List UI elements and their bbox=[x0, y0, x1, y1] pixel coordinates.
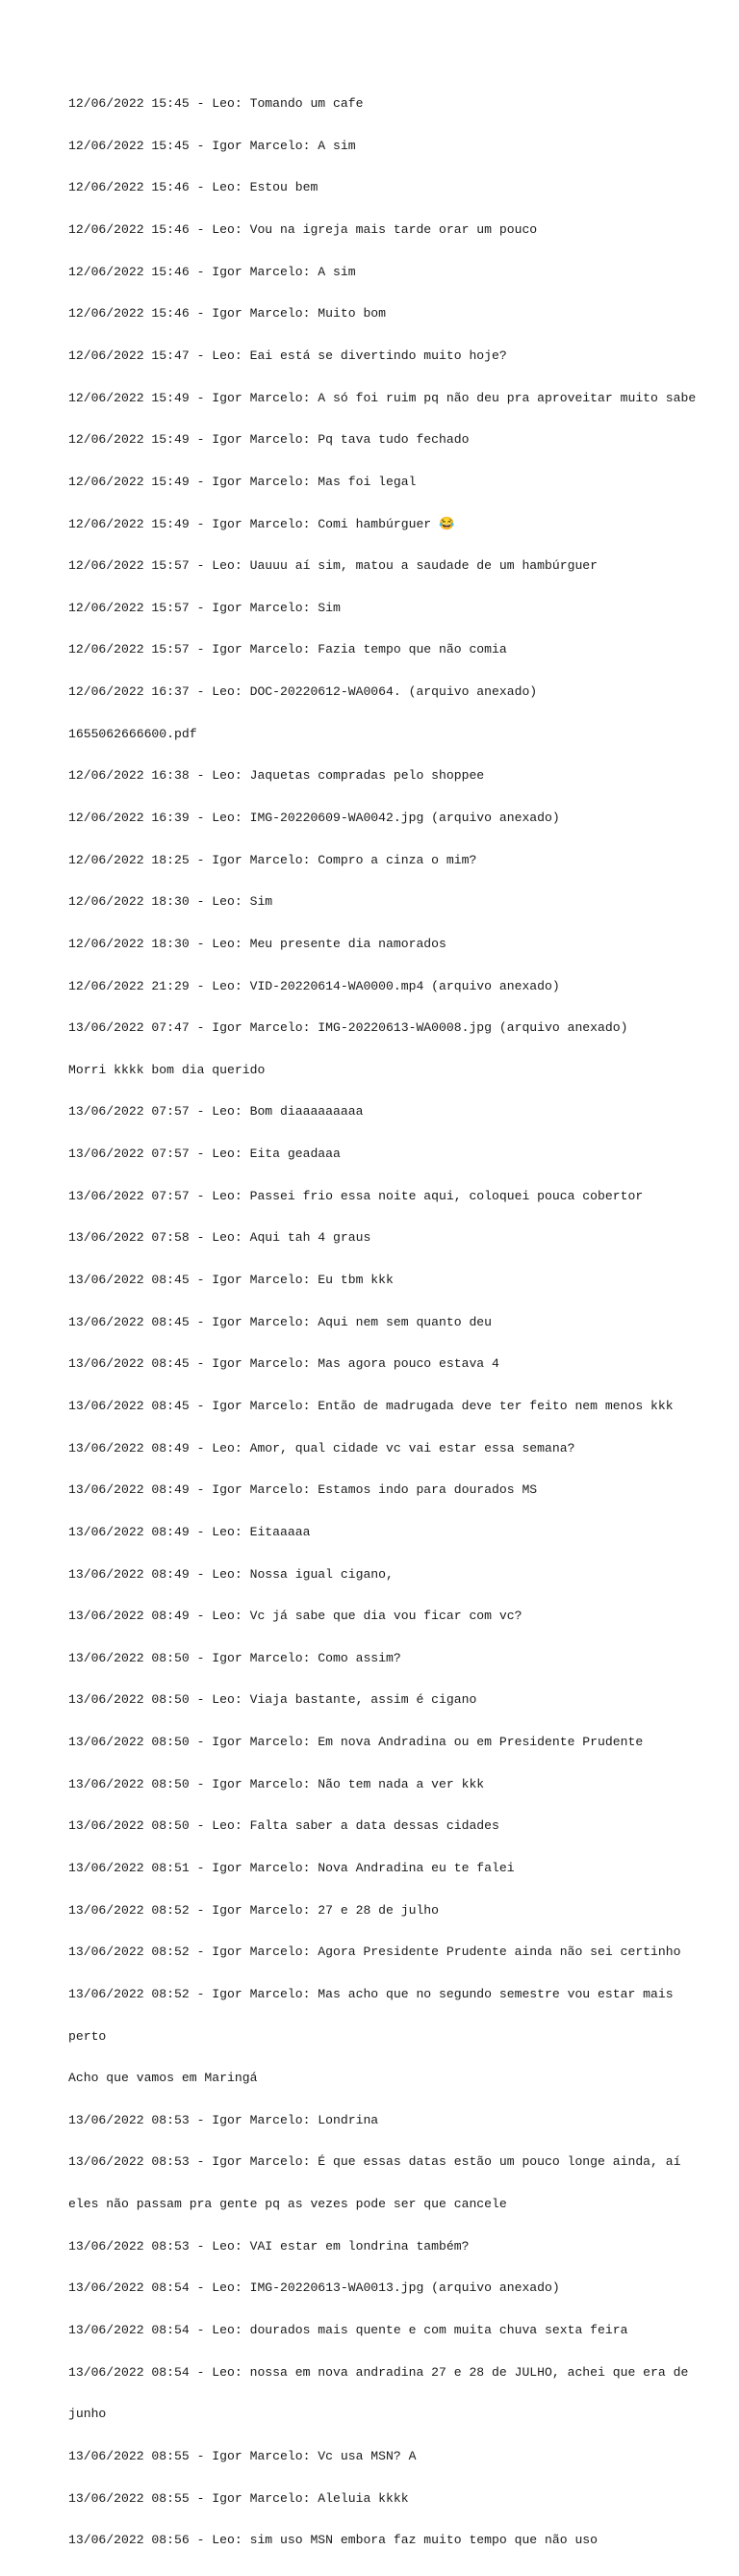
chat-line: 12/06/2022 18:30 - Leo: Sim bbox=[68, 894, 273, 910]
chat-line: 12/06/2022 15:49 - Igor Marcelo: Mas foi legal bbox=[68, 474, 417, 489]
chat-line: 12/06/2022 15:47 - Leo: Eai está se divertindo muito hoje? bbox=[68, 348, 507, 363]
chat-line: 13/06/2022 08:50 - Leo: Falta saber a data dessas cidades bbox=[68, 1818, 499, 1834]
chat-line: 12/06/2022 15:46 - Igor Marcelo: Muito bom bbox=[68, 306, 387, 322]
chat-line: 12/06/2022 15:57 - Igor Marcelo: Fazia tempo que não comia bbox=[68, 642, 507, 657]
chat-line: 13/06/2022 08:50 - Leo: Viaja bastante, assim é cigano bbox=[68, 1692, 477, 1708]
chat-line: 12/06/2022 15:49 - Igor Marcelo: A só foi ruim pq não deu pra aproveitar muito sabe bbox=[68, 390, 697, 405]
chat-line: 13/06/2022 08:45 - Igor Marcelo: Aqui nem sem quanto deu bbox=[68, 1314, 493, 1329]
chat-line: 12/06/2022 15:46 - Leo: Estou bem bbox=[68, 180, 319, 195]
chat-line: 12/06/2022 15:49 - Igor Marcelo: Pq tava tudo fechado bbox=[68, 432, 470, 448]
chat-line: 13/06/2022 08:50 - Igor Marcelo: Em nova Andradina ou em Presidente Prudente bbox=[68, 1735, 644, 1750]
chat-line: 12/06/2022 18:25 - Igor Marcelo: Compro a cinza o mim? bbox=[68, 852, 477, 867]
chat-line: 12/06/2022 21:29 - Leo: VID-20220614-WA0000.mp4 (arquivo anexado) bbox=[68, 978, 560, 993]
chat-line: 13/06/2022 08:49 - Leo: Nossa igual cigano, bbox=[68, 1566, 394, 1582]
chat-line: 13/06/2022 08:51 - Igor Marcelo: Nova Andradina eu te falei bbox=[68, 1861, 515, 1875]
chat-line-continuation: eles não passam pra gente pq as vezes pode ser que cancele bbox=[68, 2197, 507, 2212]
chat-line: 12/06/2022 16:38 - Leo: Jaquetas compradas pelo shoppee bbox=[68, 768, 485, 784]
chat-line: 12/06/2022 15:45 - Igor Marcelo: A sim bbox=[68, 138, 356, 153]
chat-line-continuation: perto bbox=[68, 2028, 107, 2044]
chat-line-continuation: junho bbox=[68, 2407, 107, 2422]
chat-line: 13/06/2022 08:52 - Igor Marcelo: Agora Presidente Prudente ainda não sei certinho bbox=[68, 1945, 681, 1960]
chat-line: 12/06/2022 15:49 - Igor Marcelo: Comi hambúrguer 😂 bbox=[68, 516, 455, 531]
chat-line: 12/06/2022 15:57 - Igor Marcelo: Sim bbox=[68, 600, 341, 615]
chat-line: 13/06/2022 08:49 - Leo: Amor, qual cidade vc vai estar essa semana? bbox=[68, 1440, 575, 1455]
chat-line: 12/06/2022 15:46 - Leo: Vou na igreja mais tarde orar um pouco bbox=[68, 222, 538, 238]
chat-line: 13/06/2022 08:45 - Igor Marcelo: Eu tbm kkk bbox=[68, 1273, 394, 1288]
chat-line: 12/06/2022 15:45 - Leo: Tomando um cafe bbox=[68, 96, 364, 112]
chat-line-continuation: Morri kkkk bom dia querido bbox=[68, 1062, 266, 1077]
chat-line: 13/06/2022 08:53 - Leo: VAI estar em londrina também? bbox=[68, 2238, 470, 2254]
chat-line: 12/06/2022 15:57 - Leo: Uauuu aí sim, matou a saudade de um hambúrguer bbox=[68, 558, 599, 574]
chat-line: 13/06/2022 08:49 - Igor Marcelo: Estamos indo para dourados MS bbox=[68, 1482, 538, 1498]
chat-line: 13/06/2022 08:55 - Igor Marcelo: Aleluia kkkk bbox=[68, 2490, 409, 2506]
chat-line: 13/06/2022 08:56 - Leo: sim uso MSN embora faz muito tempo que não uso bbox=[68, 2533, 599, 2548]
chat-line: 13/06/2022 07:57 - Leo: Passei frio essa noite aqui, coloquei pouca cobertor bbox=[68, 1188, 644, 1203]
chat-line: 13/06/2022 08:54 - Leo: IMG-20220613-WA0013.jpg (arquivo anexado) bbox=[68, 2280, 560, 2296]
chat-line: 13/06/2022 08:50 - Igor Marcelo: Não tem nada a ver kkk bbox=[68, 1776, 485, 1791]
chat-line: 13/06/2022 07:47 - Igor Marcelo: IMG-20220613-WA0008.jpg (arquivo anexado) bbox=[68, 1020, 628, 1036]
chat-line: 13/06/2022 08:52 - Igor Marcelo: 27 e 28 de julho bbox=[68, 1902, 440, 1918]
chat-line: 13/06/2022 08:49 - Leo: Vc já sabe que dia vou ficar com vc? bbox=[68, 1609, 522, 1624]
chat-line: 13/06/2022 07:57 - Leo: Bom diaaaaaaaaa bbox=[68, 1104, 364, 1120]
chat-line: 13/06/2022 08:54 - Leo: nossa em nova andradina 27 e 28 de JULHO, achei que era de bbox=[68, 2364, 689, 2380]
chat-line: 13/06/2022 08:45 - Igor Marcelo: Então de madrugada deve ter feito nem menos kkk bbox=[68, 1398, 674, 1413]
chat-line: 12/06/2022 15:46 - Igor Marcelo: A sim bbox=[68, 264, 356, 279]
chat-transcript bbox=[68, 69, 697, 2576]
chat-line: 12/06/2022 16:39 - Leo: IMG-20220609-WA0042.jpg (arquivo anexado) bbox=[68, 810, 560, 825]
chat-line: 13/06/2022 07:57 - Leo: Eita geadaaa bbox=[68, 1146, 341, 1162]
chat-line: 13/06/2022 07:58 - Leo: Aqui tah 4 graus bbox=[68, 1230, 371, 1246]
chat-line-continuation: 1655062666600.pdf bbox=[68, 726, 197, 741]
chat-line: 13/06/2022 08:53 - Igor Marcelo: Londrina bbox=[68, 2112, 379, 2127]
chat-line: 12/06/2022 18:30 - Leo: Meu presente dia namorados bbox=[68, 936, 446, 951]
chat-line: 13/06/2022 08:52 - Igor Marcelo: Mas acho que no segundo semestre vou estar mais bbox=[68, 1986, 674, 2001]
chat-line: 13/06/2022 08:50 - Igor Marcelo: Como assim? bbox=[68, 1650, 401, 1665]
chat-line: 13/06/2022 08:55 - Igor Marcelo: Vc usa MSN? A bbox=[68, 2448, 417, 2463]
chat-line: 13/06/2022 08:53 - Igor Marcelo: É que essas datas estão um pouco longe ainda, aí bbox=[68, 2154, 681, 2170]
chat-line: 13/06/2022 08:45 - Igor Marcelo: Mas agora pouco estava 4 bbox=[68, 1356, 499, 1372]
chat-line-continuation: Acho que vamos em Maringá bbox=[68, 2071, 258, 2086]
chat-line: 13/06/2022 08:54 - Leo: dourados mais quente e com muita chuva sexta feira bbox=[68, 2323, 628, 2338]
chat-line: 12/06/2022 16:37 - Leo: DOC-20220612-WA0064. (arquivo anexado) bbox=[68, 684, 538, 700]
chat-line: 13/06/2022 08:49 - Leo: Eitaaaaa bbox=[68, 1524, 311, 1539]
